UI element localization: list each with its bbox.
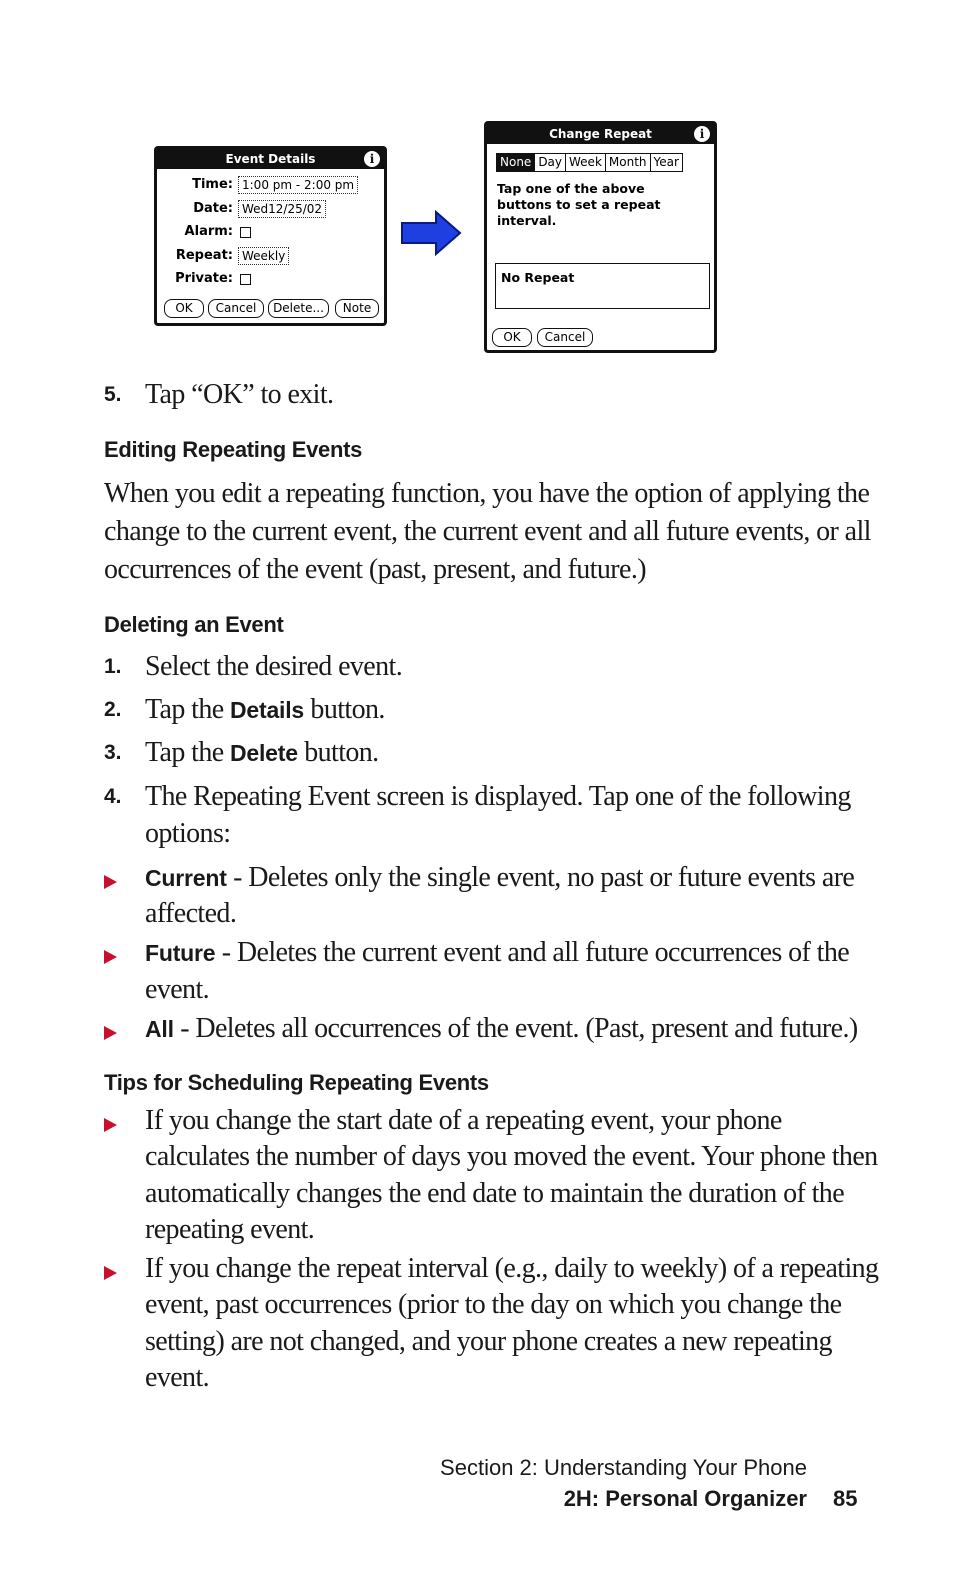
alarm-row — [157, 222, 233, 242]
tip-line: repeating event. — [145, 1214, 315, 1245]
footer-section: Section 2: Understanding Your Phone — [440, 1455, 807, 1480]
ok-button[interactable]: OK — [492, 328, 532, 347]
event-details-title: Event Details i — [157, 149, 384, 169]
alarm-label: Alarm: — [184, 224, 233, 239]
option-all: All - Deletes all occurrences of the event. (Past, present and future.) — [145, 1013, 858, 1044]
private-checkbox[interactable] — [240, 274, 251, 285]
tip-line: If you change the start date of a repeating event, your phone — [145, 1105, 782, 1136]
info-icon[interactable]: i — [364, 151, 380, 167]
alarm-checkbox[interactable] — [240, 227, 251, 238]
tip-line: event. — [145, 1362, 210, 1393]
repeat-field[interactable]: Weekly — [238, 247, 289, 265]
section-heading: Deleting an Event — [104, 612, 284, 637]
option-current-cont: affected. — [145, 898, 237, 929]
delete-button[interactable]: Delete... — [268, 299, 329, 318]
option-future: Future - Deletes the current event and all future occurrences of the — [145, 937, 850, 968]
cancel-button[interactable]: Cancel — [208, 299, 264, 318]
section-heading: Tips for Scheduling Repeating Events — [104, 1070, 489, 1095]
bullet-icon — [104, 1266, 117, 1280]
tip-line: If you change the repeat interval (e.g., daily to weekly) of a repeating — [145, 1253, 879, 1284]
step-number: 2. — [104, 698, 122, 721]
right-arrow-icon — [400, 210, 462, 256]
repeat-status-box — [495, 263, 710, 309]
time-label: Time: — [192, 177, 233, 192]
change-repeat-title: Change Repeat i — [487, 124, 714, 144]
tab-week[interactable]: Week — [566, 154, 606, 171]
change-repeat-dialog — [484, 121, 717, 353]
step-number: 1. — [104, 655, 122, 678]
event-details-dialog — [154, 146, 387, 326]
step-number: 5. — [104, 383, 122, 406]
step-text: Tap the Details button. — [145, 694, 385, 725]
tab-month[interactable]: Month — [606, 154, 651, 171]
details-button-ref: Details — [229, 697, 305, 723]
bullet-icon — [104, 950, 117, 964]
delete-button-ref: Delete — [229, 740, 298, 766]
repeat-label: Repeat: — [175, 248, 233, 263]
step-number: 3. — [104, 741, 122, 764]
ok-button[interactable]: OK — [164, 299, 204, 318]
private-label: Private: — [175, 271, 233, 286]
tip-line: calculates the number of days you moved the event. Your phone then — [145, 1141, 878, 1172]
repeat-status: No Repeat — [501, 270, 575, 285]
cancel-button[interactable]: Cancel — [537, 328, 593, 347]
option-future-cont: event. — [145, 974, 210, 1005]
section-heading: Editing Repeating Events — [104, 437, 363, 462]
private-row — [157, 269, 233, 289]
bullet-icon — [104, 1118, 117, 1132]
repeat-instructions: Tap one of the above buttons to set a repeat interval. — [497, 181, 661, 228]
page-number: 85 — [833, 1486, 858, 1511]
paragraph-line: change to the current event, the current event and all future events, or all — [104, 516, 871, 547]
date-label: Date: — [193, 201, 233, 216]
tip-line: setting) are not changed, and your phone creates a new repeating — [145, 1326, 832, 1357]
tip-line: automatically changes the end date to maintain the duration of the — [145, 1178, 845, 1209]
step-number: 4. — [104, 785, 122, 808]
repeat-tabs — [496, 153, 683, 172]
date-field[interactable]: Wed12/25/02 — [238, 200, 326, 218]
tip-line: event, past occurrences (prior to the day on which you change the — [145, 1289, 842, 1320]
repeat-row — [157, 246, 233, 266]
step-text: The Repeating Event screen is displayed. Tap one of the following — [145, 781, 851, 812]
note-button[interactable]: Note — [335, 299, 379, 318]
bullet-icon — [104, 875, 117, 889]
footer-chapter: 2H: Personal Organizer — [563, 1486, 807, 1511]
paragraph-line: occurrences of the event (past, present, and future.) — [104, 554, 646, 585]
option-current: Current - Deletes only the single event, no past or future events are — [145, 862, 855, 893]
time-field[interactable]: 1:00 pm - 2:00 pm — [238, 176, 358, 194]
tab-day[interactable]: Day — [535, 154, 566, 171]
date-row — [157, 199, 233, 219]
time-row — [157, 175, 233, 195]
tab-year[interactable]: Year — [653, 155, 679, 169]
step-text: Tap the Delete button. — [145, 737, 379, 768]
paragraph-line: When you edit a repeating function, you have the option of applying the — [104, 478, 870, 509]
tab-none[interactable]: None — [497, 154, 535, 171]
step-text: Select the desired event. — [145, 651, 403, 682]
step-text: Tap “OK” to exit. — [145, 379, 334, 410]
step-text: options: — [145, 818, 231, 849]
bullet-icon — [104, 1026, 117, 1040]
info-icon[interactable]: i — [694, 126, 710, 142]
